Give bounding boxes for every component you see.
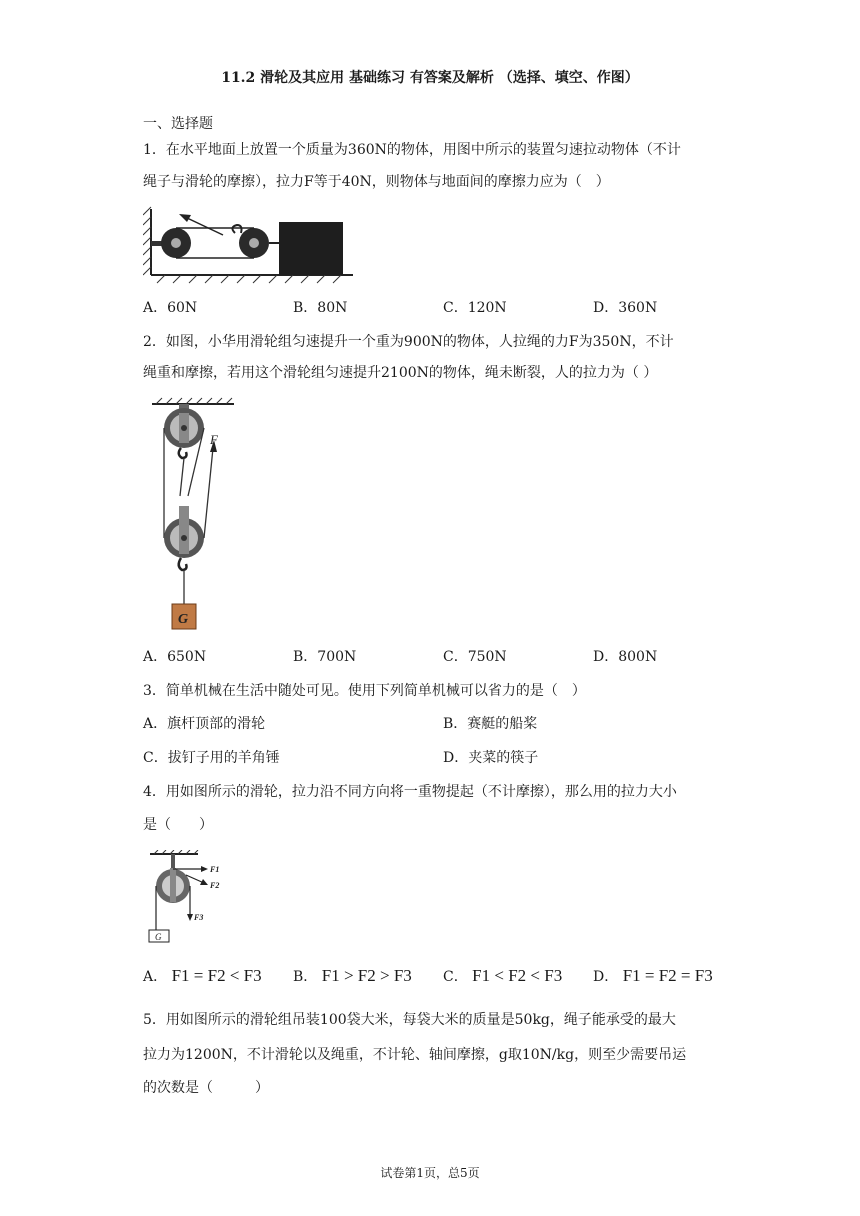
q4-option-a-formula: F1 = F2 < F3 xyxy=(171,966,262,985)
q2-option-b[interactable]: B．700N xyxy=(293,649,357,665)
q3-text-line1: 3．简单机械在生活中随处可见。使用下列简单机械可以省力的是（ ） xyxy=(143,683,586,699)
q2-option-a[interactable]: A．650N xyxy=(143,649,207,665)
q2-option-c[interactable]: C．750N xyxy=(443,649,507,665)
q2-option-d[interactable]: D．800N xyxy=(593,649,658,665)
section-heading: 一、选择题 xyxy=(143,116,213,132)
q2-text-line2: 绳重和摩擦，若用这个滑轮组匀速提升2100N的物体，绳未断裂，人的拉力为（ ） xyxy=(143,365,658,381)
q5-text-line2: 拉力为1200N，不计滑轮以及绳重，不计轮、轴间摩擦，g取10N/kg，则至少需要吊运 xyxy=(143,1047,687,1063)
q1-option-c[interactable]: C．120N xyxy=(443,300,507,316)
q4-option-d-label: D． xyxy=(593,969,619,985)
q4-option-c-formula: F1 < F2 < F3 xyxy=(472,966,563,985)
q3-option-d[interactable]: D．夹菜的筷子 xyxy=(443,750,539,766)
q1-text-line1: 1．在水平地面上放置一个质量为360N的物体，用图中所示的装置匀速拉动物体（不计 xyxy=(143,142,681,158)
q4-fig-label-g: G xyxy=(155,932,162,942)
q4-option-a[interactable] xyxy=(143,966,262,987)
q1-option-b[interactable]: B．80N xyxy=(293,300,348,316)
q4-text-line1: 4．用如图所示的滑轮，拉力沿不同方向将一重物提起（不计摩擦），那么用的拉力大小 xyxy=(143,784,677,800)
q4-fig-label-f1: F1 xyxy=(210,865,220,874)
q2-fig-label-g: G xyxy=(178,612,189,627)
q1-option-a[interactable]: A．60N xyxy=(143,300,198,316)
q4-option-c[interactable] xyxy=(443,966,562,987)
q1-pulley-figure xyxy=(143,205,358,285)
q4-option-b[interactable] xyxy=(293,966,412,987)
q3-option-a[interactable]: A．旗杆顶部的滑轮 xyxy=(143,716,266,732)
q2-pulley-block-figure xyxy=(148,396,238,634)
q4-option-d[interactable] xyxy=(593,966,713,987)
page-footer: 试卷第1页，总5页 xyxy=(380,1166,480,1180)
page-title: 11.2 滑轮及其应用 基础练习 有答案及解析 （选择、填空、作图） xyxy=(221,70,639,86)
q4-option-d-formula: F1 = F2 = F3 xyxy=(622,966,713,985)
q4-fixed-pulley-figure xyxy=(146,850,236,945)
q3-option-c[interactable]: C．拔钉子用的羊角锤 xyxy=(143,750,280,766)
q4-option-b-label: B． xyxy=(293,969,318,985)
q5-text-line3: 的次数是（ ） xyxy=(143,1080,269,1096)
q4-option-b-formula: F1 > F2 > F3 xyxy=(321,966,412,985)
q4-text-line2: 是（ ） xyxy=(143,817,213,833)
q1-text-line2: 绳子与滑轮的摩擦），拉力F等于40N，则物体与地面间的摩擦力应为（ ） xyxy=(143,174,610,190)
q2-text-line1: 2．如图，小华用滑轮组匀速提升一个重为900N的物体，人拉绳的力F为350N，不计 xyxy=(143,334,674,350)
q4-fig-label-f3: F3 xyxy=(194,913,204,922)
q4-option-c-label: C． xyxy=(443,969,468,985)
q4-fig-label-f2: F2 xyxy=(210,881,220,890)
q1-option-d[interactable]: D．360N xyxy=(593,300,658,316)
q3-option-b[interactable]: B．赛艇的船桨 xyxy=(443,716,538,732)
q2-fig-label-f: F xyxy=(210,432,218,447)
q5-text-line1: 5．用如图所示的滑轮组吊装100袋大米，每袋大米的质量是50kg，绳子能承受的最大 xyxy=(143,1012,676,1028)
q4-option-a-label: A． xyxy=(143,969,168,985)
